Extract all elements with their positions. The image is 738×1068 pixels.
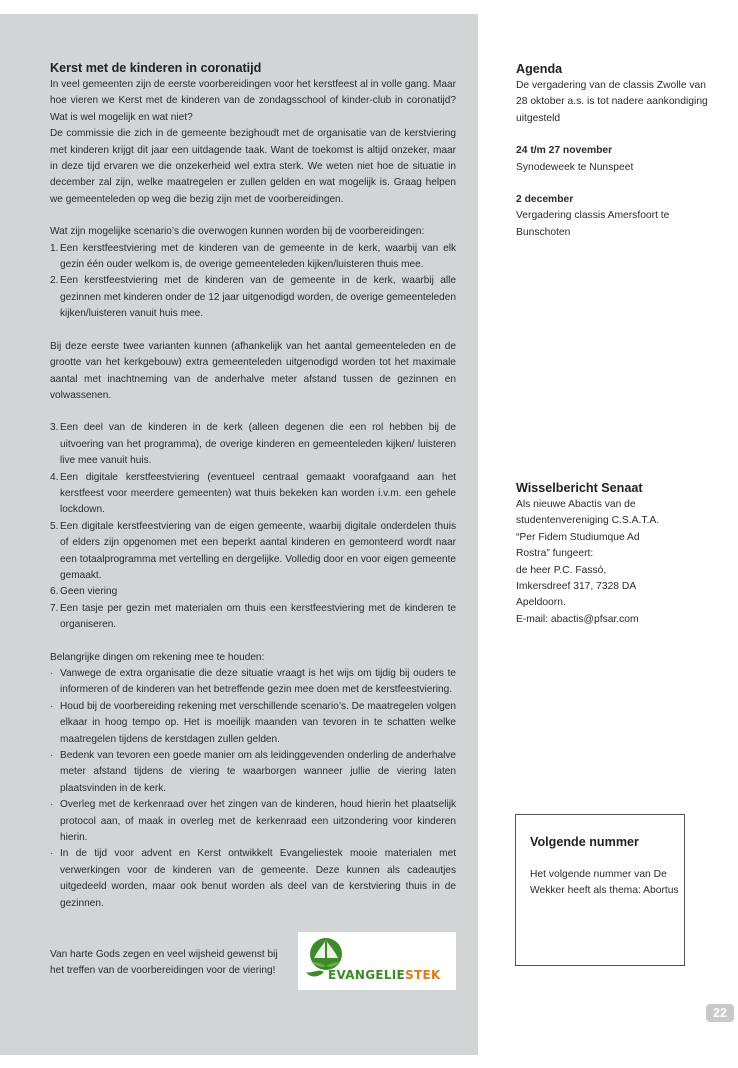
agenda-item: Vergadering classis Amersfoort te Bunschoten [516, 210, 670, 238]
list-item: · In de tijd voor advent en Kerst ontwikkelt Evangeliestek mooie materialen met verwerkingen voor de kinderen van de gemeente. Deze kunnen als cadeautjes uitgedeeld worden, maar ook benut worden als deel van de kerstviering thuis in de gezinnen. [50, 848, 456, 909]
list-item: 2. Een kerstfeestviering met de kinderen van de gemeente in de kerk, waarbij alle gezinnen met kinderen onder de 12 jaar uitgenodigd worden, de overige gemeenteleden kijken/luisteren vanuit huis mee. [50, 275, 456, 320]
scenario-list-a [50, 241, 456, 323]
senaat-line: Imkersdreef 317, 7328 DA [516, 581, 637, 593]
list-item: 7. Een tasje per gezin met materialen om thuis een kerstfeestviering met de kinderen te organiseren. [50, 602, 456, 631]
tips-intro: Belangrijke dingen om rekening mee te houden: [50, 651, 265, 663]
senaat-line: Apeldoorn. [516, 597, 566, 609]
list-item: 3. Een deel van de kinderen in de kerk (alleen degenen die een rol hebben bij de uitvoering van het programma), de overige kinderen en gemeenteleden kijken/ luisteren live mee vanuit huis. [50, 422, 456, 467]
article [50, 60, 456, 912]
senaat-section [516, 480, 716, 628]
article-intro-1: In veel gemeenten zijn de eerste voorbereidingen voor het kerstfeest al in volle gang. Maar hoe vieren we Kerst met de kinderen van de zondagsschool of kinder-club in coronatijd? Wat is wel mogelijk en wat niet? [50, 79, 456, 123]
senaat-line: studentenvereniging C.S.A.T.A. [516, 515, 660, 527]
list-item: · Overleg met de kerkenraad over het zingen van de kinderen, houd hierin het plaatselijk protocol aan, of maak in overleg met de kerkenraad een uitzondering voor kinderen hierin. [50, 799, 456, 844]
agenda-item: Synodeweek te Nunspeet [516, 161, 634, 173]
senaat-line: “Per Fidem Studiumque Ad [516, 531, 640, 543]
logo-wordmark: EVANGELIESTEK [328, 968, 441, 982]
next-issue-text: Het volgende nummer van De Wekker heeft als thema: Abortus [530, 869, 679, 897]
senaat-line: Als nieuwe Abactis van de [516, 499, 636, 510]
agenda-date: 24 t/m 27 november [516, 145, 613, 157]
senaat-line: de heer P.C. Fassó, [516, 564, 607, 576]
page-number: 22 [706, 1004, 734, 1022]
list-item: · Vanwege de extra organisatie die deze situatie vraagt is het wijs om tijdig bij ouders te informeren of de kinderen van het betreffende gezin mee doen met de kerstfeestviering. [50, 668, 456, 696]
tips-list [50, 666, 456, 912]
list-item: · Houd bij de voorbereiding rekening met verschillende scenario’s. De maatregelen volgen elkaar in hoog tempo op. Het is moeilijk maanden van tevoren in te schatten welke maatregelen tijdens de kerstdagen zullen gelden. [50, 700, 456, 745]
senaat-line: Rostra” fungeert: [516, 548, 594, 560]
article-title: Kerst met de kinderen in coronatijd [50, 61, 262, 75]
article-middle: Bij deze eerste twee varianten kunnen (afhankelijk van het aantal gemeenteleden en de grootte van het kerkgebouw) extra gemeenteleden uitgenodigd worden tot het maximale aantal met inachtneming van de anderhalve meter afstand tussen de gezinnen en volwassenen. [50, 340, 456, 401]
list-item: 6. Geen viering [50, 586, 118, 598]
article-intro-2: De commissie die zich in de gemeente bezighoudt met de organisatie van de kerstviering met kinderen krijgt dit jaar een uitdagende taak. Want de toekomst is altijd onzeker, maar in deze tijd ervaren we die onzekerheid wel extra sterk. We weten niet hoe de situatie in december zal zijn, welke maatregelen er zullen gelden en wat mogelijk is. Graag helpen we gemeenteleden op weg die bezig zijn met de voorbereidingen. [50, 128, 456, 205]
list-item: 1. Een kerstfeestviering met de kinderen van de gemeente in de kerk, waarbij van elk gezin één ouder welkom is, de overige gemeenteleden kijken/luisteren thuis mee. [50, 242, 456, 271]
list-item: 5. Een digitale kerstfeestviering van de eigen gemeente, waarbij digitale onderdelen thuis of elders zijn opgenomen met een beperkt aantal kinderen en gemonteerd wordt naar een totaalprogramma met vertelling en dergelijke. Volledig door en voor eigen gemeente gemaakt. [50, 520, 456, 581]
scenarios-intro: Wat zijn mogelijke scenario’s die overwogen kunnen worden bij de voorbereidingen: [50, 226, 425, 238]
evangeliestek-logo [298, 932, 456, 990]
list-item: · Bedenk van tevoren een goede manier om als leidinggevenden onderling de anderhalve meter afstand tijdens de viering te waarborgen wanneer jullie de viering laten plaatsvinden in de kerk. [50, 750, 456, 794]
agenda-date: 2 december [516, 194, 574, 206]
agenda-title: Agenda [516, 62, 563, 76]
article-closing: Van harte Gods zegen en veel wijsheid gewenst bij het treffen van de voorbereidingen voor de viering! [50, 949, 278, 977]
list-item: 4. Een digitale kerstfeestviering (eventueel centraal gemaakt voorafgaand aan het kerstfeest voor meerdere gemeenten) wat thuis bekeken kan worden i.v.m. een gehele lockdown. [50, 471, 456, 516]
agenda-item: De vergadering van de classis Zwolle van 28 oktober a.s. is tot nadere aankondiging uitgesteld [516, 80, 708, 124]
agenda-section [516, 61, 716, 241]
next-issue-box [515, 814, 685, 966]
senaat-title: Wisselbericht Senaat [516, 481, 643, 495]
senaat-email: E-mail: abactis@pfsar.com [516, 613, 639, 625]
next-issue-title: Volgende nummer [530, 835, 639, 849]
scenario-list-b [50, 420, 456, 633]
